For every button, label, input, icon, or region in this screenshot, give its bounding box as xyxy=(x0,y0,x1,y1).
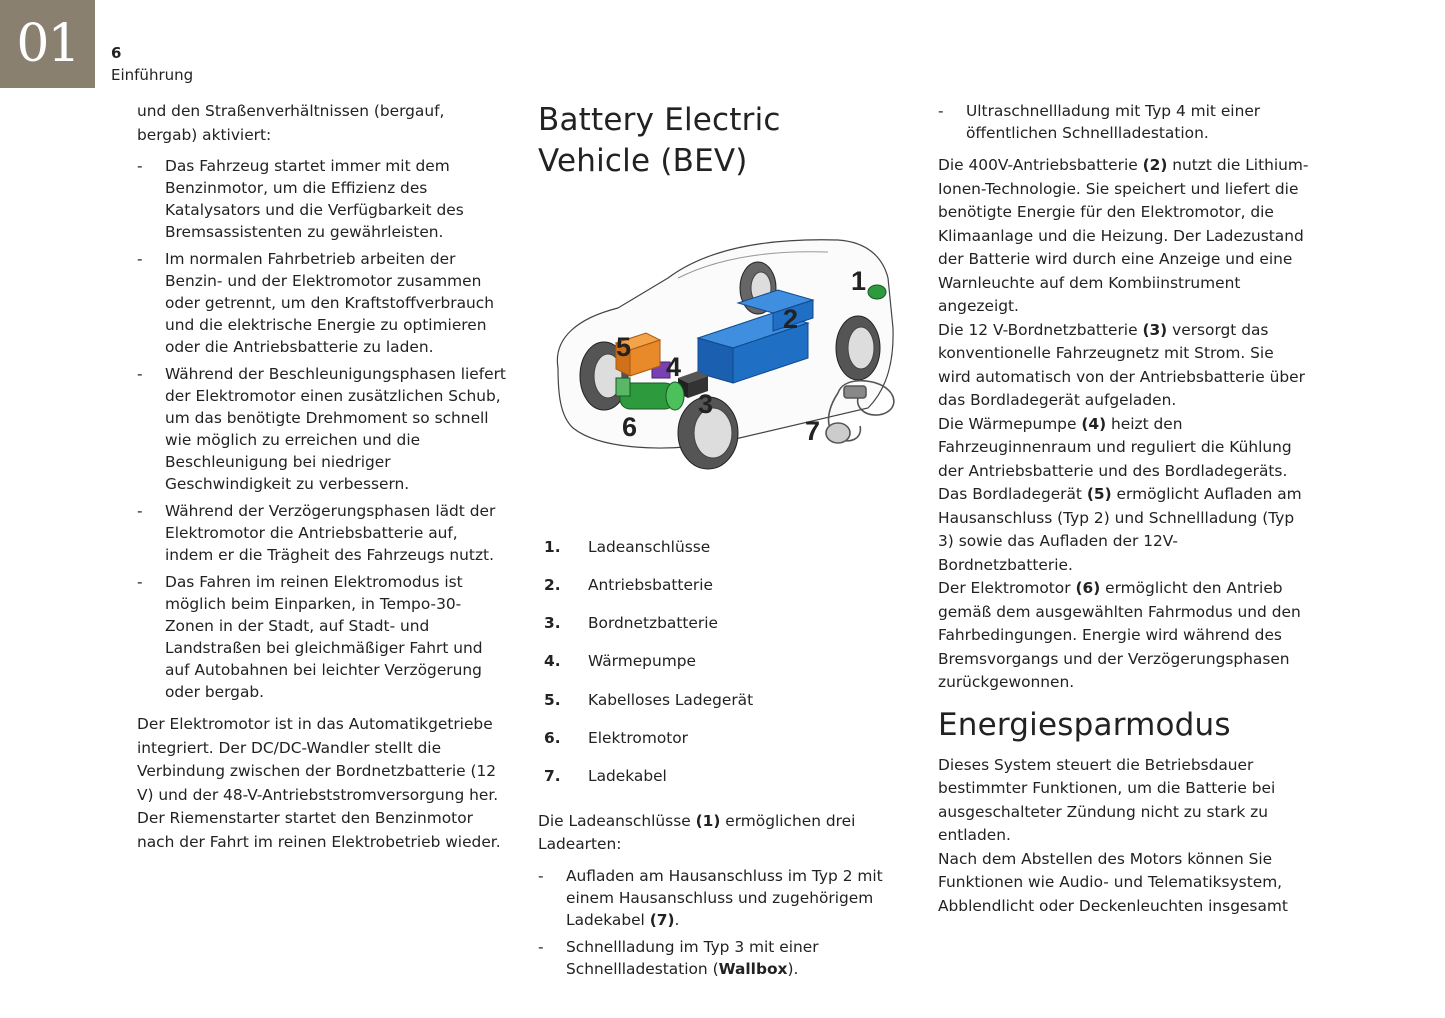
text-run: versorgt das konventionelle Fahrzeugnetz mit Strom. Sie wird automatisch von der Antriebsbatterie über das Bordladegerät aufgeladen. xyxy=(938,320,1305,409)
legend-item xyxy=(538,574,898,612)
section-title: Battery Electric Vehicle (BEV) xyxy=(538,102,781,179)
bev-car-diagram xyxy=(538,218,898,508)
reference: Wallbox xyxy=(718,959,788,978)
legend-item xyxy=(538,765,898,803)
reference: (7) xyxy=(649,910,675,929)
legend-number: 3. xyxy=(544,614,561,633)
legend-number: 7. xyxy=(544,767,561,786)
legend-number: 6. xyxy=(544,728,561,747)
text-run: Aufladen am Hausanschluss im Typ 2 mit einem Hausanschluss und zugehörigem Ladekabel xyxy=(566,866,883,929)
list-item: - Im normalen Fahrbetrieb arbeiten der Benzin- und der Elektromotor zusammen oder getrennt, um den Kraftstoffverbrauch und die elektrische Energie zu optimieren oder die Antriebsbatterie zu laden. xyxy=(137,248,509,358)
legend-number: 4. xyxy=(544,652,561,671)
diagram-label-1: 1 xyxy=(851,266,867,296)
list-item xyxy=(538,865,898,931)
page-number: 6 xyxy=(111,44,122,62)
reference: (2) xyxy=(1142,156,1168,174)
legend-number: 2. xyxy=(544,575,561,594)
column-left xyxy=(137,100,509,854)
legend-label: Ladekabel xyxy=(588,767,667,786)
legend-item xyxy=(538,612,898,650)
diagram-label-2: 2 xyxy=(783,304,799,334)
legend-label: Bordnetzbatterie xyxy=(588,614,718,633)
text-run: ermöglichen drei Ladearten: xyxy=(538,811,856,854)
reference: (6) xyxy=(1075,579,1101,597)
legend-label: Ladeanschlüsse xyxy=(588,537,711,556)
paragraph xyxy=(938,577,1310,695)
list-item: - Während der Verzögerungsphasen lädt der Elektromotor die Antriebsbatterie auf, indem er die Trägheit des Fahrzeugs nutzt. xyxy=(137,500,509,566)
reference: (3) xyxy=(1142,320,1168,339)
paragraph xyxy=(938,319,1310,413)
list-item: - Das Fahrzeug startet immer mit dem Benzinmotor, um die Effizienz des Katalysators und die Verfügbarkeit des Bremsassistenten zu gewährleisten. xyxy=(137,155,509,243)
diagram-label-4: 4 xyxy=(666,352,682,382)
list-item: - Das Fahren im reinen Elektromodus ist möglich beim Einparken, in Tempo-30-Zonen in der Stadt, auf Stadt- und Landstraßen bei gleichmäßiger Fahrt und auf Autobahnen bei leichter Verzögerung oder bergab. xyxy=(137,571,509,703)
paragraph xyxy=(938,483,1310,577)
text-run: Der Elektromotor xyxy=(938,579,1076,597)
legend-item xyxy=(538,689,898,727)
diagram-label-5: 5 xyxy=(616,332,632,362)
reference: (5) xyxy=(1086,485,1112,503)
text-run: Die 400V-Antriebsbatterie xyxy=(938,156,1143,174)
legend-list xyxy=(538,536,898,804)
text-run: nutzt die Lithium-Ionen-Technologie. Sie speichert und liefert die benötigte Energie für den Elektromotor, die Klimaanlage und die Heizung. Der Ladezustand der Batterie wird durch eine Anzeige und eine Warnleuchte auf dem Kombiinstrument angezeigt. xyxy=(938,156,1309,315)
paragraph xyxy=(938,413,1310,484)
reference: (1) xyxy=(695,811,721,830)
legend-item xyxy=(538,727,898,765)
diagram-label-6: 6 xyxy=(622,412,638,442)
section-title: Energiesparmodus xyxy=(938,706,1231,743)
legend-label: Elektromotor xyxy=(588,728,689,747)
intro-text: und den Straßenverhältnissen (bergauf, bergab) aktiviert: xyxy=(137,102,445,144)
text-run: Die Ladeanschlüsse xyxy=(538,811,696,830)
reference: (4) xyxy=(1081,414,1107,433)
chapter-number: 01 xyxy=(0,0,95,88)
legend-item xyxy=(538,536,898,574)
list-item: - Ultraschnellladung mit Typ 4 mit einer öffentlichen Schnellladestation. xyxy=(938,100,1310,144)
legend-number: 5. xyxy=(544,690,561,709)
diagram-label-7: 7 xyxy=(805,416,821,446)
legend-label: Antriebsbatterie xyxy=(588,575,713,594)
closing-text: Der Elektromotor ist in das Automatikgetriebe integriert. Der DC/DC-Wandler stellt die Verbindung zwischen der Bordnetzbatterie (12 V) und der 48-V-Antriebststromversorgung her. Der Riemenstarter startet den Benzinmotor nach der Fahrt im reinen Elektrobetrieb wieder. xyxy=(137,715,501,851)
list-item: - Während der Beschleunigungsphasen liefert der Elektromotor einen zusätzlichen Schub, um das benötigte Drehmoment so schnell wie möglich zu erreichen und die Beschleunigung bei niedriger Geschwindigkeit zu verbessern. xyxy=(137,363,509,495)
text-run: ermöglicht Aufladen am Hausanschluss (Typ 2) und Schnellladung (Typ 3) sowie das Aufladen der 12V-Bordnetzbatterie. xyxy=(938,485,1302,574)
diagram-label-3: 3 xyxy=(698,389,714,419)
legend-label: Wärmepumpe xyxy=(588,652,696,671)
column-right xyxy=(938,100,1310,918)
wheel-front-right xyxy=(836,316,880,380)
charge-port-1 xyxy=(868,285,886,299)
text-run: Die 12 V-Bordnetzbatterie xyxy=(938,320,1143,339)
legend-number: 1. xyxy=(544,537,561,556)
text-run: Schnellladung im Typ 3 mit einer Schnellladestation ( xyxy=(566,937,819,978)
text-run: . xyxy=(674,910,680,929)
text-run: ermöglicht den Antrieb gemäß dem ausgewählten Fahrmodus und den Fahrbedingungen. Energie wird während des Bremsvorgangs und der Verzögerungsphasen zurückgewonnen. xyxy=(938,579,1301,691)
text-run: Die Wärmepumpe xyxy=(938,414,1082,433)
paragraph: Dieses System steuert die Betriebsdauer bestimmter Funktionen, um die Batterie bei ausgeschalteter Zündung nicht zu stark zu entladen. xyxy=(938,755,1276,844)
paragraph: Nach dem Abstellen des Motors können Sie Funktionen wie Audio- und Telematiksystem, Abblendlicht oder Deckenleuchten insgesamt xyxy=(938,849,1288,915)
text-run: heizt den Fahrzeuginnenraum und reguliert die Kühlung der Antriebsbatterie und des Bordladegeräts. xyxy=(938,414,1292,480)
paragraph xyxy=(938,154,1310,319)
section-name: Einführung xyxy=(111,66,194,84)
text-run: Das Bordladegerät xyxy=(938,485,1087,503)
legend-item xyxy=(538,650,898,688)
column-middle xyxy=(538,100,898,980)
electric-motor-6 xyxy=(616,378,684,410)
list-item xyxy=(538,936,898,980)
legend-label: Kabelloses Ladegerät xyxy=(588,690,754,709)
charging-intro xyxy=(538,810,898,857)
text-run: ). xyxy=(787,959,799,978)
